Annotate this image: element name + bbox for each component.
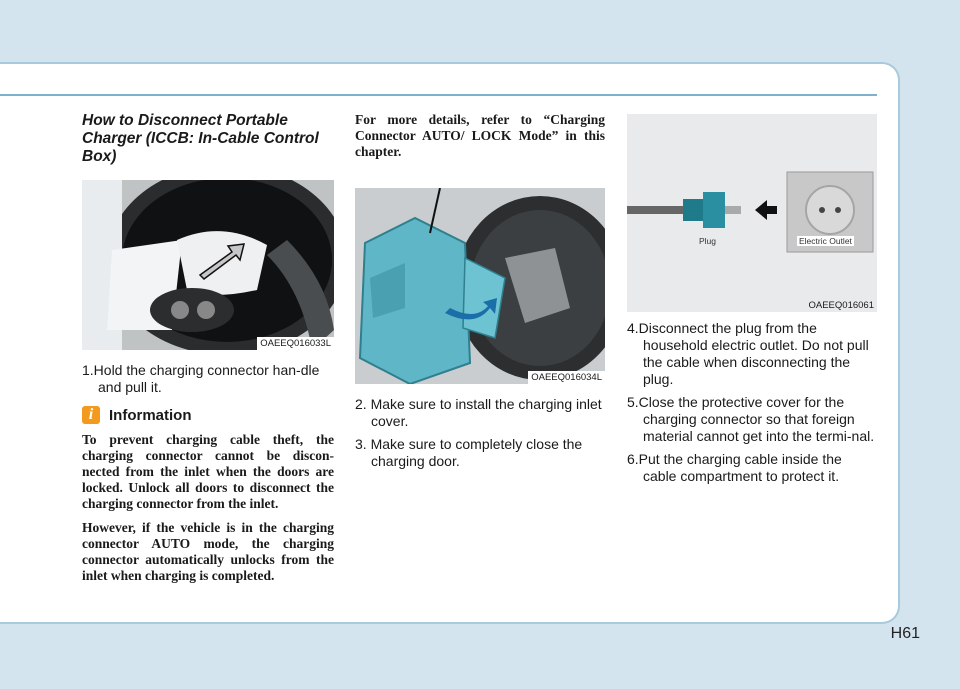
outlet-label: Electric Outlet <box>799 236 852 246</box>
plug-label: Plug <box>699 236 717 246</box>
step-1: 1.Hold the charging connector han-dle and pull it. <box>82 362 320 395</box>
info-icon: i <box>82 406 100 424</box>
info-paragraph-1: To prevent charging cable theft, the charging connector cannot be discon-nected from the inlet when the doors are locked. Unlock all doors to disconnect the charging connector from the inlet. <box>82 432 334 511</box>
inlet-cover-illustration <box>355 188 605 384</box>
info-header <box>82 406 334 424</box>
connector-illustration <box>82 180 334 350</box>
column-1 <box>82 112 334 584</box>
info-paragraph-2: However, if the vehicle is in the charging connector AUTO mode, the charging connector automatically unlocks from the inlet when charging is completed. <box>82 520 334 583</box>
intro-paragraph: For more details, refer to “Charging Connector AUTO/ LOCK Mode” in this chapter. <box>355 112 605 159</box>
step-2: 2. Make sure to install the charging inlet cover. <box>355 396 602 429</box>
column-3 <box>627 114 877 491</box>
figure-connector <box>82 180 334 350</box>
figure-inlet-cover <box>355 188 605 384</box>
page-number: H61 <box>890 625 920 642</box>
step-4: 4.Disconnect the plug from the household electric outlet. Do not pull the cable when disconnecting the plug. <box>627 320 869 387</box>
column-2 <box>355 112 605 476</box>
figure-code: OAEEQ016061 <box>808 300 874 311</box>
figure-plug-outlet <box>627 114 877 312</box>
step-6: 6.Put the charging cable inside the cable compartment to protect it. <box>627 451 842 484</box>
header-rule <box>0 94 877 96</box>
figure-code: OAEEQ016034L <box>528 371 605 384</box>
step-5: 5.Close the protective cover for the charging connector so that foreign material cannot get into the termi-nal. <box>627 394 875 444</box>
step-3: 3. Make sure to completely close the charging door. <box>355 436 583 469</box>
plug-outlet-illustration <box>627 114 877 312</box>
figure-code: OAEEQ016033L <box>257 337 334 350</box>
section-title: How to Disconnect Portable Charger (ICCB: In-Cable Control Box) <box>82 112 319 165</box>
info-title: Information <box>109 406 192 424</box>
page-sheet <box>0 62 900 624</box>
